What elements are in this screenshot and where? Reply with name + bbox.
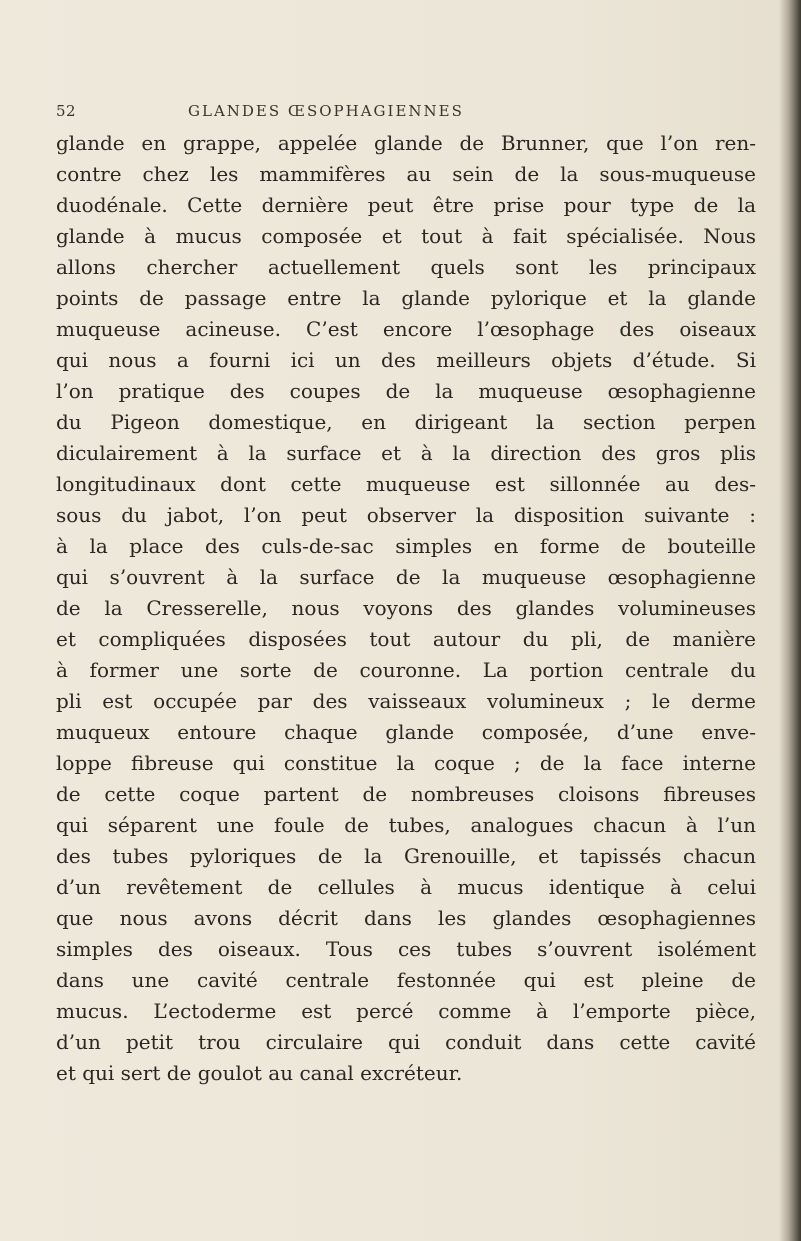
text-line: contre chez les mammifères au sein de la sous-muqueuse xyxy=(56,162,756,186)
text-line: dans une cavité centrale festonnée qui est pleine de xyxy=(56,968,756,992)
text-line: simples des oiseaux. Tous ces tubes s’ouvrent isolément xyxy=(56,937,756,961)
text-line: des tubes pyloriques de la Grenouille, et tapissés chacun xyxy=(56,844,756,868)
page-header xyxy=(56,102,736,126)
text-line: et qui sert de goulot au canal excréteur. xyxy=(56,1061,463,1085)
text-line: sous du jabot, l’on peut observer la disposition suivante : xyxy=(56,503,756,527)
text-line: allons chercher actuellement quels sont les principaux xyxy=(56,255,756,279)
text-line: glande à mucus composée et tout à fait spécialisée. Nous xyxy=(56,224,756,248)
text-line: du Pigeon domestique, en dirigeant la section perpen xyxy=(56,410,756,434)
text-line: muqueux entoure chaque glande composée, d’une enve- xyxy=(56,720,756,744)
text-line: muqueuse acineuse. C’est encore l’œsophage des oiseaux xyxy=(56,317,756,341)
body-paragraph xyxy=(56,128,756,1089)
text-line: à former une sorte de couronne. La portion centrale du xyxy=(56,658,756,682)
running-title: GLANDES ŒSOPHAGIENNES xyxy=(188,102,464,120)
text-line: d’un petit trou circulaire qui conduit dans cette cavité xyxy=(56,1030,756,1054)
text-line: qui s’ouvrent à la surface de la muqueuse œsophagienne xyxy=(56,565,756,589)
text-line: points de passage entre la glande pylorique et la glande xyxy=(56,286,756,310)
text-line: qui nous a fourni ici un des meilleurs objets d’étude. Si xyxy=(56,348,756,372)
text-line: mucus. L’ectoderme est percé comme à l’emporte pièce, xyxy=(56,999,756,1023)
text-line: diculairement à la surface et à la direction des gros plis xyxy=(56,441,756,465)
text-line: duodénale. Cette dernière peut être prise pour type de la xyxy=(56,193,756,217)
text-line: de cette coque partent de nombreuses cloisons fibreuses xyxy=(56,782,756,806)
page-edge-shadow xyxy=(779,0,801,1241)
text-line: glande en grappe, appelée glande de Brunner, que l’on ren- xyxy=(56,131,756,155)
text-line: longitudinaux dont cette muqueuse est sillonnée au des- xyxy=(56,472,756,496)
text-line: qui séparent une foule de tubes, analogues chacun à l’un xyxy=(56,813,756,837)
text-line: et compliquées disposées tout autour du pli, de manière xyxy=(56,627,756,651)
text-line: d’un revêtement de cellules à mucus identique à celui xyxy=(56,875,756,899)
text-line: de la Cresserelle, nous voyons des glandes volumineuses xyxy=(56,596,756,620)
text-line: à la place des culs-de-sac simples en forme de bouteille xyxy=(56,534,756,558)
text-line: loppe fibreuse qui constitue la coque ; de la face interne xyxy=(56,751,756,775)
text-line: l’on pratique des coupes de la muqueuse œsophagienne xyxy=(56,379,756,403)
page-number: 52 xyxy=(56,102,77,120)
text-line: que nous avons décrit dans les glandes œsophagiennes xyxy=(56,906,756,930)
text-line: pli est occupée par des vaisseaux volumineux ; le derme xyxy=(56,689,756,713)
